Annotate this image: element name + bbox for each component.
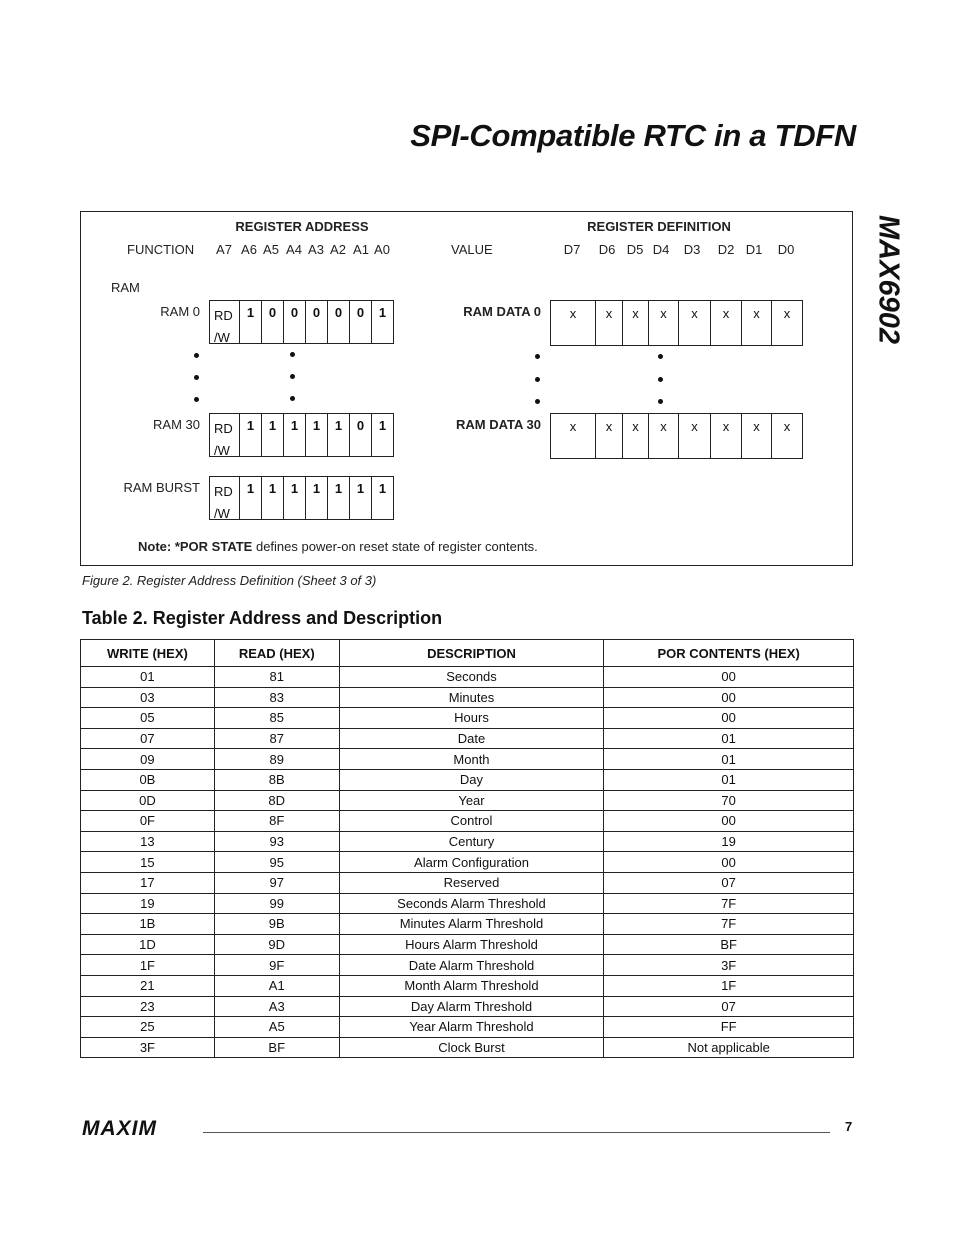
table-cell: 17 <box>81 872 215 893</box>
data-bit-cell: x <box>742 301 772 345</box>
table-cell: 13 <box>81 831 215 852</box>
address-bit-cell: 1 <box>284 414 306 456</box>
table-row <box>81 687 854 708</box>
address-bit-cell: 1 <box>372 301 394 343</box>
table-cell: 19 <box>604 831 854 852</box>
table-cell: Hours Alarm Threshold <box>339 934 604 955</box>
register-table <box>80 639 854 1058</box>
table-header-cell: WRITE (HEX) <box>81 640 215 667</box>
table-row <box>81 1017 854 1038</box>
address-bit-cell: 1 <box>350 477 372 519</box>
table-cell: Alarm Configuration <box>339 852 604 873</box>
register-bits-row <box>209 300 394 344</box>
table-cell: Clock Burst <box>339 1037 604 1058</box>
data-bit-cell: x <box>742 414 772 458</box>
data-bit-label: D7 <box>563 242 581 257</box>
data-bit-label: D6 <box>598 242 616 257</box>
table-row <box>81 975 854 996</box>
table-row <box>81 749 854 770</box>
address-bit-cell: 1 <box>372 414 394 456</box>
address-bit-cell: 0 <box>350 414 372 456</box>
address-bit-label: A5 <box>263 242 279 257</box>
table-cell: Reserved <box>339 872 604 893</box>
ellipsis-dot <box>194 375 199 380</box>
table-cell: 19 <box>81 893 215 914</box>
ellipsis-dot <box>658 399 663 404</box>
table-cell: Seconds <box>339 667 604 688</box>
table-cell: BF <box>214 1037 339 1058</box>
ellipsis-dot <box>535 354 540 359</box>
table-cell: 9D <box>214 934 339 955</box>
address-bit-cell: 1 <box>262 414 284 456</box>
table-cell: 0D <box>81 790 215 811</box>
table-row <box>81 769 854 790</box>
table-cell: 1F <box>81 955 215 976</box>
part-number: MAX6902 <box>872 215 905 344</box>
data-bit-cell: x <box>596 301 623 345</box>
table-header-row <box>81 640 854 667</box>
table-cell: 95 <box>214 852 339 873</box>
table-cell: 3F <box>604 955 854 976</box>
function-ram-30: RAM 30 <box>153 417 200 432</box>
table-cell: FF <box>604 1017 854 1038</box>
register-address-heading: REGISTER ADDRESS <box>235 219 369 234</box>
table-cell: 7F <box>604 914 854 935</box>
ellipsis-dot <box>290 352 295 357</box>
address-bit-cell: 0 <box>350 301 372 343</box>
address-bit-cell: 1 <box>284 477 306 519</box>
note-text: defines power-on reset state of register contents. <box>252 539 538 554</box>
table-cell: 00 <box>604 708 854 729</box>
ellipsis-dot <box>535 399 540 404</box>
table-row <box>81 667 854 688</box>
table-cell: 00 <box>604 811 854 832</box>
ellipsis-dot <box>194 397 199 402</box>
address-bit-cell: 0 <box>306 301 328 343</box>
table-cell: 01 <box>604 749 854 770</box>
table-cell: 9B <box>214 914 339 935</box>
register-data-row <box>550 413 803 459</box>
address-bit-cell: 1 <box>328 414 350 456</box>
data-bit-cell: x <box>596 414 623 458</box>
table-cell: Hours <box>339 708 604 729</box>
table-cell: 09 <box>81 749 215 770</box>
rw-label-bottom: /W <box>214 506 230 521</box>
table-cell: 07 <box>81 728 215 749</box>
data-bit-cell: x <box>623 301 649 345</box>
table-cell: Month <box>339 749 604 770</box>
address-bit-cell: 0 <box>328 301 350 343</box>
address-bit-cell: 0 <box>284 301 306 343</box>
data-bit-label: D3 <box>683 242 701 257</box>
figure-caption: Figure 2. Register Address Definition (Sheet 3 of 3) <box>82 573 377 588</box>
page-number: 7 <box>845 1119 853 1134</box>
address-bit-cell: 1 <box>240 477 262 519</box>
address-bit-cell: 1 <box>240 414 262 456</box>
table-row <box>81 728 854 749</box>
address-bit-label: A3 <box>308 242 324 257</box>
footer-rule <box>203 1132 830 1133</box>
table-cell: 7F <box>604 893 854 914</box>
logo-text: MAXIM <box>82 1118 157 1138</box>
table-cell: 00 <box>604 852 854 873</box>
table-cell: 25 <box>81 1017 215 1038</box>
ellipsis-dot <box>290 396 295 401</box>
rw-label-bottom: /W <box>214 443 230 458</box>
table-cell: Minutes Alarm Threshold <box>339 914 604 935</box>
table-cell: 70 <box>604 790 854 811</box>
address-bit-label: A1 <box>353 242 369 257</box>
register-bits-row <box>209 476 394 520</box>
table-cell: 00 <box>604 687 854 708</box>
table-cell: Day Alarm Threshold <box>339 996 604 1017</box>
data-bit-cell: x <box>772 414 803 458</box>
rw-cell <box>210 414 240 456</box>
function-ram-0: RAM 0 <box>160 304 200 319</box>
table-cell: 07 <box>604 872 854 893</box>
table-cell: 87 <box>214 728 339 749</box>
table-cell: Control <box>339 811 604 832</box>
table-cell: Not applicable <box>604 1037 854 1058</box>
table-cell: 89 <box>214 749 339 770</box>
table-cell: Date Alarm Threshold <box>339 955 604 976</box>
address-bit-cell: 1 <box>306 477 328 519</box>
table-cell: 85 <box>214 708 339 729</box>
table-cell: 05 <box>81 708 215 729</box>
register-figure <box>80 211 853 566</box>
rw-label-top: RD <box>214 484 233 499</box>
table-cell: A5 <box>214 1017 339 1038</box>
data-bit-cell: x <box>679 301 711 345</box>
table-cell: 3F <box>81 1037 215 1058</box>
table-row <box>81 852 854 873</box>
data-bit-label: D0 <box>777 242 795 257</box>
rw-label-bottom: /W <box>214 330 230 345</box>
table-cell: A3 <box>214 996 339 1017</box>
address-bit-cell: 1 <box>262 477 284 519</box>
data-bit-cell: x <box>551 414 596 458</box>
table-row <box>81 893 854 914</box>
rw-label-top: RD <box>214 421 233 436</box>
table-cell: 03 <box>81 687 215 708</box>
value-label: VALUE <box>451 242 493 257</box>
table-cell: 21 <box>81 975 215 996</box>
data-bit-cell: x <box>772 301 803 345</box>
data-bit-cell: x <box>679 414 711 458</box>
table-cell: Year Alarm Threshold <box>339 1017 604 1038</box>
rw-label-top: RD <box>214 308 233 323</box>
table-cell: 99 <box>214 893 339 914</box>
value-ram-data-30: RAM DATA 30 <box>456 417 541 432</box>
table-cell: Day <box>339 769 604 790</box>
data-bit-label: D4 <box>652 242 670 257</box>
address-bit-label: A6 <box>241 242 257 257</box>
table-cell: 01 <box>81 667 215 688</box>
table-row <box>81 811 854 832</box>
address-bit-cell: 0 <box>262 301 284 343</box>
table-cell: Month Alarm Threshold <box>339 975 604 996</box>
table-cell: 01 <box>604 728 854 749</box>
data-bit-cell: x <box>711 301 742 345</box>
table-cell: 23 <box>81 996 215 1017</box>
register-bits-row <box>209 413 394 457</box>
table-cell: 83 <box>214 687 339 708</box>
maxim-logo <box>82 1118 192 1138</box>
function-label: FUNCTION <box>127 242 195 257</box>
table-cell: Minutes <box>339 687 604 708</box>
address-bit-cell: 1 <box>306 414 328 456</box>
table-cell: 1F <box>604 975 854 996</box>
data-bit-label: D5 <box>626 242 644 257</box>
ellipsis-dot <box>658 354 663 359</box>
value-ram-data-0: RAM DATA 0 <box>463 304 541 319</box>
ram-group-label: RAM <box>111 280 140 295</box>
table-row <box>81 1037 854 1058</box>
data-bit-cell: x <box>551 301 596 345</box>
part-number-tab <box>868 215 908 375</box>
table-cell: 15 <box>81 852 215 873</box>
table-row <box>81 831 854 852</box>
table-cell: Century <box>339 831 604 852</box>
table-cell: Date <box>339 728 604 749</box>
table-title: Table 2. Register Address and Description <box>82 608 443 628</box>
table-cell: 07 <box>604 996 854 1017</box>
table-row <box>81 996 854 1017</box>
table-cell: 8B <box>214 769 339 790</box>
table-cell: 00 <box>604 667 854 688</box>
table-cell: BF <box>604 934 854 955</box>
table-row <box>81 708 854 729</box>
data-bit-cell: x <box>649 301 679 345</box>
address-bit-cell: 1 <box>372 477 394 519</box>
function-ram-burst: RAM BURST <box>123 480 200 495</box>
table-cell: 0F <box>81 811 215 832</box>
ellipsis-dot <box>658 377 663 382</box>
ellipsis-dot <box>194 353 199 358</box>
address-bit-cell: 1 <box>328 477 350 519</box>
table-row <box>81 934 854 955</box>
table-cell: 1B <box>81 914 215 935</box>
table-cell: 93 <box>214 831 339 852</box>
address-bit-label: A0 <box>374 242 390 257</box>
register-definition-heading: REGISTER DEFINITION <box>587 219 731 234</box>
table-row <box>81 872 854 893</box>
page-title: SPI-Compatible RTC in a TDFN <box>410 118 856 153</box>
data-bit-label: D1 <box>745 242 763 257</box>
table-cell: 01 <box>604 769 854 790</box>
data-bit-cell: x <box>623 414 649 458</box>
table-cell: 1D <box>81 934 215 955</box>
figure-note <box>138 539 538 554</box>
ellipsis-dot <box>290 374 295 379</box>
table-cell: Seconds Alarm Threshold <box>339 893 604 914</box>
table-row <box>81 790 854 811</box>
table-cell: 97 <box>214 872 339 893</box>
table-cell: 8F <box>214 811 339 832</box>
rw-cell <box>210 477 240 519</box>
note-bold: Note: *POR STATE <box>138 539 253 554</box>
data-bit-cell: x <box>711 414 742 458</box>
table-row <box>81 955 854 976</box>
register-data-row <box>550 300 803 346</box>
table-cell: 0B <box>81 769 215 790</box>
table-header-cell: POR CONTENTS (HEX) <box>604 640 854 667</box>
address-bit-cell: 1 <box>240 301 262 343</box>
ellipsis-dot <box>535 377 540 382</box>
data-bit-cell: x <box>649 414 679 458</box>
address-bit-label: A7 <box>216 242 232 257</box>
table-row <box>81 914 854 935</box>
table-cell: A1 <box>214 975 339 996</box>
table-cell: 8D <box>214 790 339 811</box>
table-header-cell: READ (HEX) <box>214 640 339 667</box>
table-cell: Year <box>339 790 604 811</box>
rw-cell <box>210 301 240 343</box>
table-header-cell: DESCRIPTION <box>339 640 604 667</box>
data-bit-label: D2 <box>717 242 735 257</box>
table-cell: 9F <box>214 955 339 976</box>
address-bit-label: A4 <box>286 242 302 257</box>
table-cell: 81 <box>214 667 339 688</box>
address-bit-label: A2 <box>330 242 346 257</box>
